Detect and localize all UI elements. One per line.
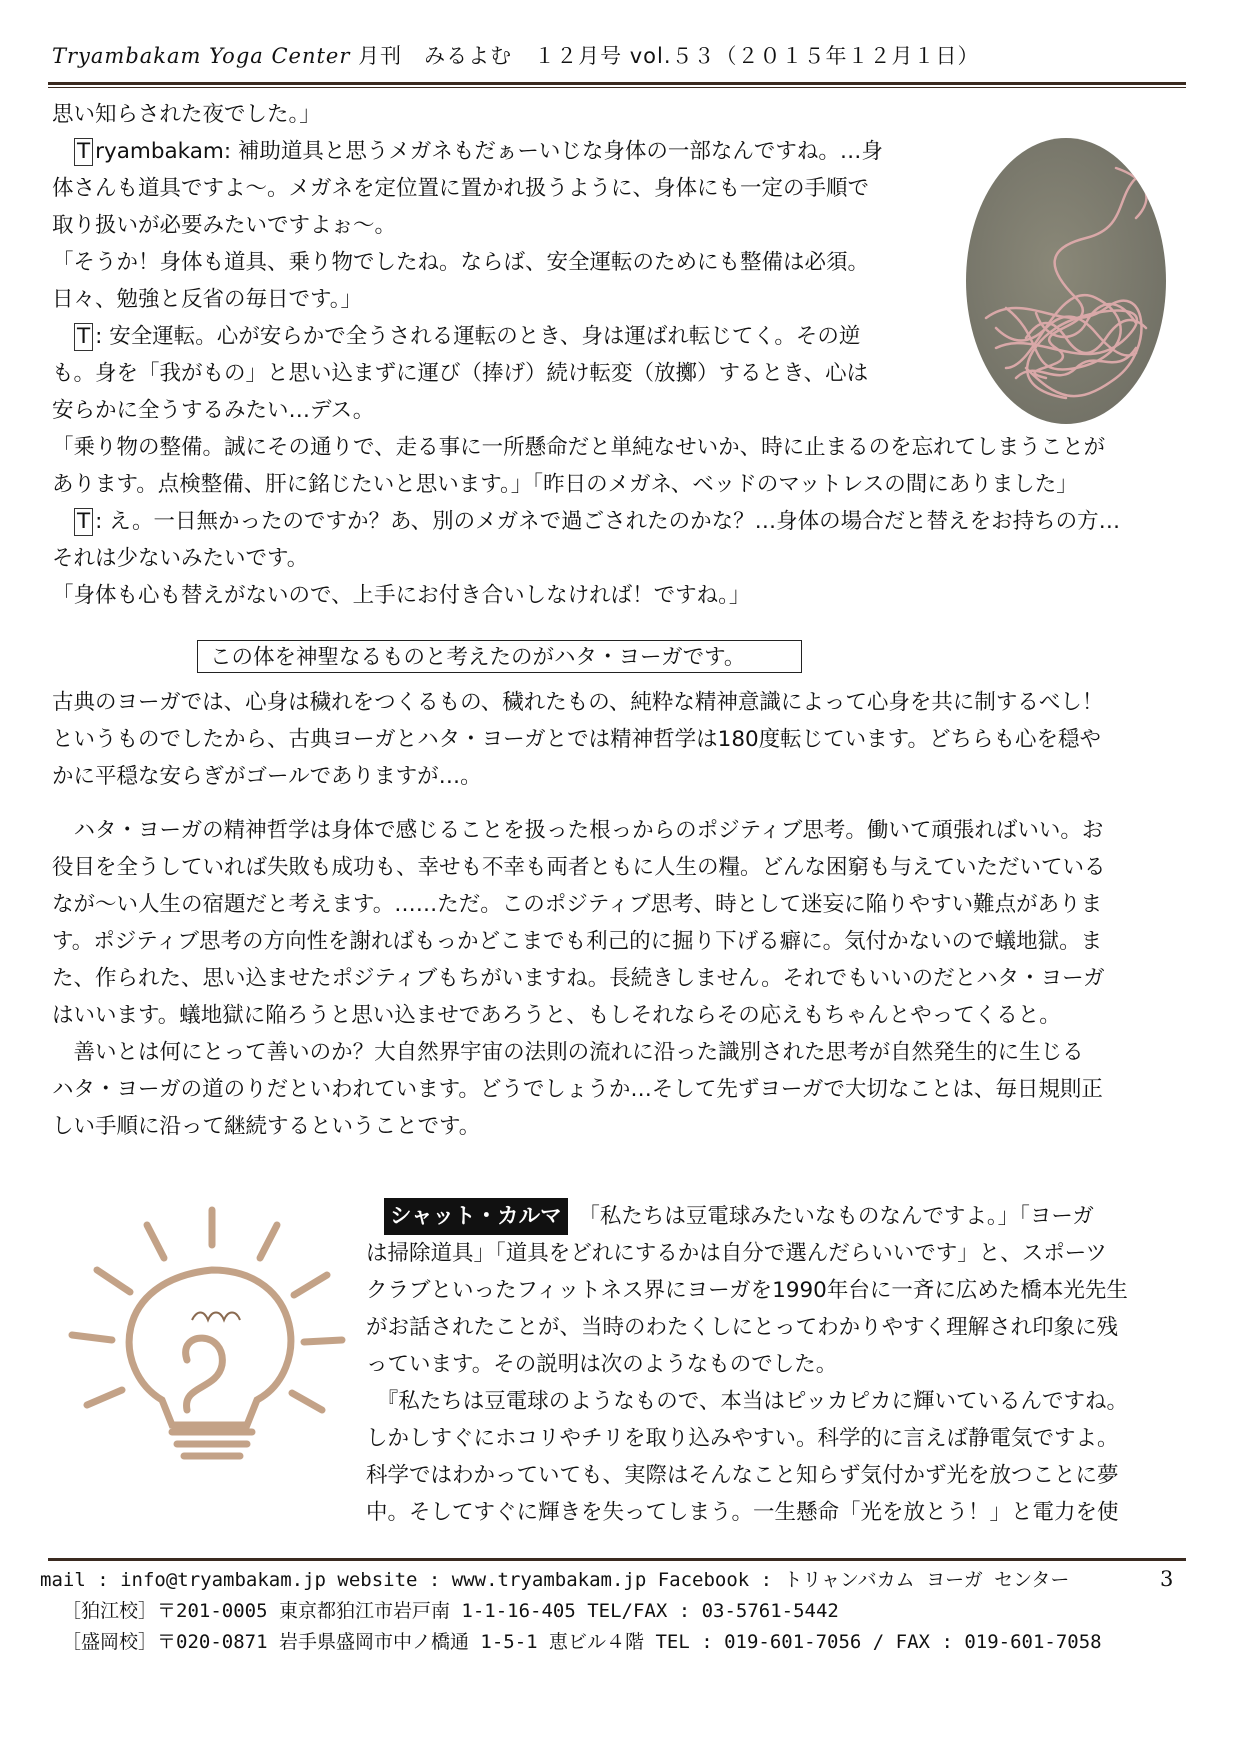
karma-label: シャット・カルマ xyxy=(384,1198,568,1235)
page-number: 3 xyxy=(1160,1567,1174,1591)
karma-line: クラブといったフィットネス界にヨーガを1990年台に一斉に広めた橋本光先生 xyxy=(366,1278,1128,1303)
dialogue-line xyxy=(52,392,883,429)
hatha-yoga-paragraph xyxy=(52,812,1106,1145)
dialogue-text: 思い知らされた夜でした。」 xyxy=(52,102,321,127)
page-header xyxy=(52,40,980,70)
dialogue-line xyxy=(52,170,883,207)
karma-line: 『私たちは豆電球のようなもので、本当はピッカピカに輝いているんですね。 xyxy=(366,1389,1128,1414)
header-rule-thin xyxy=(48,87,1186,88)
hatha-line: ハタ・ヨーガの精神哲学は身体で感じることを扱った根っからのポジティブ思考。働いて頑張ればいい。お xyxy=(52,818,1104,843)
karma-first-line xyxy=(384,1198,1094,1235)
header-rule xyxy=(48,82,1186,85)
dialogue-line xyxy=(52,355,883,392)
dialogue-line xyxy=(52,503,1120,540)
karma-line: っています。その説明は次のようなものでした。 xyxy=(366,1352,838,1377)
speaker-mark: T xyxy=(74,508,93,536)
dialogue-line xyxy=(52,429,1120,466)
hatha-line: しい手順に沿って継続するということです。 xyxy=(52,1114,481,1139)
hatha-line: ハタ・ヨーガの道のりだといわれています。どうでしょうか…そして先ずヨーガで大切なことは、毎日規則正 xyxy=(52,1077,1103,1102)
dialogue-line xyxy=(52,540,1120,577)
footer-contact: mail : info@tryambakam.jp website : www.tryambakam.jp Facebook : トリャンバカム ヨーガ センター xyxy=(40,1569,1070,1591)
footer-rule xyxy=(48,1558,1186,1561)
dialogue-text: 「乗り物の整備。誠にその通りで、走る事に一所懸命だと単純なせいか、時に止まるのを忘れてしまうことが xyxy=(52,435,1106,460)
dialogue-line xyxy=(52,207,883,244)
light-bulb-illustration xyxy=(52,1200,350,1480)
dialogue-line xyxy=(52,244,883,281)
karma-line: は掃除道具」「道具をどれにするかは自分で選んだらいいです」と、スポーツ xyxy=(366,1241,1107,1266)
hatha-line: 役目を全うしていれば失敗も成功も、幸せも不幸も両者ともに人生の糧。どんな困窮も与えていただいている xyxy=(52,855,1106,880)
dialogue-line xyxy=(52,318,883,355)
dialogue-text: : え。一日無かったのですか？あ、別のメガネで過ごされたのかな？…身体の場合だと替えをお持ちの方… xyxy=(95,509,1121,534)
hatha-line: た、作られた、思い込ませたポジティブもちがいますね。長続きしません。それでもいいのだとハタ・ヨーガ xyxy=(52,966,1105,991)
dialogue-text: も。身を「我がもの」と思い込まずに運び（捧げ）続け転変（放擲）するとき、心は xyxy=(52,361,869,386)
hatha-line: す。ポジティブ思考の方向性を謝ればもっかどこまでも利己的に掘り下げる癖に。気付かないので蟻地獄。ま xyxy=(52,929,1103,954)
dialogue-line xyxy=(52,577,1120,614)
dialogue-text: それは少ないみたいです。 xyxy=(52,546,309,571)
karma-line: がお話されたことが、当時のわたくしにとってわかりやすく理解され印象に残 xyxy=(366,1315,1119,1340)
dialogue-line xyxy=(52,466,1120,503)
light-bulb-icon xyxy=(52,1200,350,1480)
footer-morioka: ［盛岡校］〒020-0871 岩手県盛岡市中ノ橋通 1-5-1 恵ビル４階 TEL : 019-601-7056 / FAX : 019-601-7058 xyxy=(62,1631,1102,1653)
dialogue-text: 日々、勉強と反省の毎日です。」 xyxy=(52,287,363,312)
dialogue-text: 「そうか！身体も道具、乗り物でしたね。ならば、安全運転のためにも整備は必須。 xyxy=(52,250,870,275)
karma-paragraph xyxy=(366,1235,1128,1531)
dialogue-line xyxy=(52,133,883,170)
karma-first-text: 「私たちは豆電球みたいなものなんですよ。」「ヨーガ xyxy=(567,1204,1094,1229)
hatha-line: なが～い人生の宿題だと考えます。……ただ。このポジティブ思考、時として迷妄に陥りやすい難点がありま xyxy=(52,892,1103,917)
speaker-mark: T xyxy=(74,138,93,166)
boxed-statement: この体を神聖なるものと考えたのがハタ・ヨーガです。 xyxy=(197,640,802,673)
dialogue-text: 「身体も心も替えがないので、上手にお付き合いしなければ！ですね。」 xyxy=(52,583,751,608)
classic-line: 古典のヨーガでは、心身は穢れをつくるもの、穢れたもの、純粋な精神意識によって心身を共に制するべし！ xyxy=(52,690,1104,715)
yarn-icon xyxy=(966,138,1166,424)
dialogue-line xyxy=(52,281,883,318)
brand-name: Tryambakam Yoga Center xyxy=(52,44,351,68)
dialogue-line xyxy=(52,96,883,133)
dialogue-text: : 安全運転。心が安らかで全うされる運転のとき、身は運ばれ転じてく。その逆 xyxy=(95,324,861,349)
dialogue-text: 安らかに全うするみたい…デス。 xyxy=(52,398,375,423)
dialogue-top xyxy=(52,96,883,429)
speaker-mark: T xyxy=(74,323,93,351)
dialogue-text: ryambakam: 補助道具と思うメガネもだぁーいじな身体の一部なんですね。…身 xyxy=(95,139,883,164)
classic-line: というものでしたから、古典ヨーガとハタ・ヨーガとでは精神哲学は180度転じています。どちらも心を穏や xyxy=(52,727,1101,752)
classic-line: かに平穏な安らぎがゴールでありますが…。 xyxy=(52,764,482,789)
classic-yoga-paragraph xyxy=(52,684,1103,795)
footer-komae: ［狛江校］〒201-0005 東京都狛江市岩戸南 1-1-16-405 TEL/FAX : 03-5761-5442 xyxy=(62,1600,839,1622)
yarn-photo xyxy=(966,138,1166,424)
hatha-line: はいいます。蟻地獄に陥ろうと思い込ませであろうと、もしそれならその応えもちゃんとやってくると。 xyxy=(52,1003,1061,1028)
karma-line: 科学ではわかっていても、実際はそんなこと知らず気付かず光を放つことに夢 xyxy=(366,1463,1119,1488)
karma-line: しかしすぐにホコリやチリを取り込みやすい。科学的に言えば静電気ですよ。 xyxy=(366,1426,1119,1451)
dialogue-text: 取り扱いが必要みたいですよぉ～。 xyxy=(52,213,397,238)
dialogue-mid xyxy=(52,429,1120,614)
issue-info: 月刊 みるよむ １２月号 vol.５３（２０１５年１２月１日） xyxy=(358,44,980,68)
karma-line: 中。そしてすぐに輝きを失ってしまう。一生懸命「光を放とう！」と電力を使 xyxy=(366,1500,1119,1525)
hatha-line: 善いとは何にとって善いのか？大自然界宇宙の法則の流れに沿った識別された思考が自然発生的に生じる xyxy=(52,1040,1084,1065)
dialogue-text: 体さんも道具ですよ～。メガネを定位置に置かれ扱うように、身体にも一定の手順で xyxy=(52,176,870,201)
dialogue-text: あります。点検整備、肝に銘じたいと思います。」「昨日のメガネ、ベッドのマットレスの間にありました」 xyxy=(52,472,1078,497)
